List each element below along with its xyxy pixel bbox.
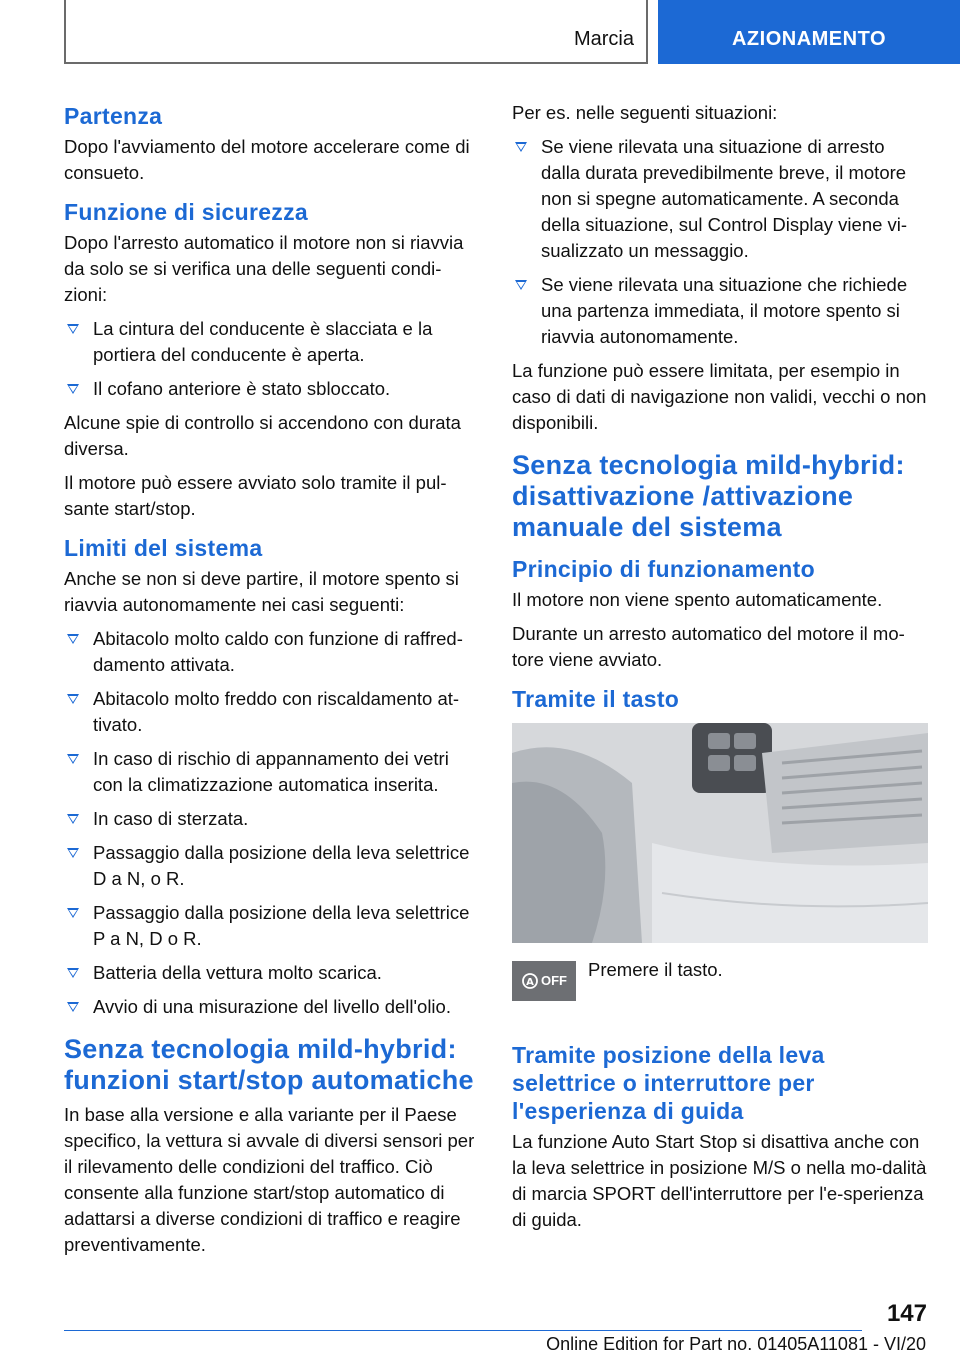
list-item <box>64 994 480 1020</box>
heading-manual-disable: Senza tecnologia mild-hybrid: disattivazione /attivazione manuale del sistema <box>512 450 905 542</box>
bullet-triangle-icon <box>67 848 79 858</box>
bullet-triangle-icon <box>515 142 527 152</box>
left-column <box>64 100 480 1266</box>
bullet-triangle-icon <box>67 814 79 824</box>
sicurezza-list <box>64 316 480 402</box>
off-icon-label: OFF <box>541 973 567 988</box>
paragraph-leva: La funzione Auto Start Stop si disattiva anche con la leva selettrice in posizione M/S o nella mo-dalità di marcia SPORT dell'interruttore per l'e-sperienza di guida. <box>512 1131 927 1230</box>
heading-limiti: Limiti del sistema <box>64 535 263 561</box>
footer-divider <box>64 1330 862 1331</box>
situations-list <box>512 134 928 350</box>
auto-start-stop-off-icon <box>512 961 576 1001</box>
paragraph-intro: Per es. nelle seguenti situazioni: <box>512 102 778 123</box>
auto-start-stop-symbol-icon <box>521 972 539 990</box>
bullet-triangle-icon <box>67 384 79 394</box>
paragraph-limitation: La funzione può essere limitata, per esempio in caso di dati di navigazione non validi, vecchi o non disponibili. <box>512 360 927 433</box>
heading-mild-hybrid-functions: Senza tecnologia mild-hybrid: funzioni start/stop automatiche <box>64 1034 474 1095</box>
header-chapter-title: AZIONAMENTO <box>731 28 886 50</box>
list-item <box>64 686 480 738</box>
bullet-triangle-icon <box>67 634 79 644</box>
bullet-triangle-icon <box>515 280 527 290</box>
footer-edition-text: Online Edition for Part no. 01405A11081 - VI/20 <box>546 1334 926 1354</box>
dashboard-illustration <box>512 723 928 943</box>
paragraph-partenza: Dopo l'avviamento del motore accelerare come di consueto. <box>64 136 470 183</box>
list-item-text: Avvio di una misurazione del livello dell'olio. <box>93 996 451 1017</box>
right-column <box>512 100 928 1241</box>
heading-partenza: Partenza <box>64 103 163 129</box>
svg-text:A: A <box>526 977 534 988</box>
list-item <box>64 806 480 832</box>
dashboard-button-photo <box>512 723 928 943</box>
list-item <box>64 376 480 402</box>
paragraph-sicurezza-note-2: Il motore può essere avviato solo tramite il pul-sante start/stop. <box>64 472 447 519</box>
paragraph-principio-2: Durante un arresto automatico del motore il mo-tore viene avviato. <box>512 623 905 670</box>
limiti-list <box>64 626 480 1020</box>
bullet-triangle-icon <box>67 694 79 704</box>
header-section-title: Marcia <box>573 28 634 50</box>
list-item <box>64 316 480 368</box>
page-number: 147 <box>886 1300 927 1327</box>
header-section-box <box>64 0 648 64</box>
button-instruction-text: Premere il tasto. <box>588 959 723 980</box>
header-chapter-tab <box>658 0 960 64</box>
paragraph-sicurezza: Dopo l'arresto automatico il motore non si riavvia da solo se si verifica una delle seguenti condi-zioni: <box>64 232 464 305</box>
bullet-triangle-icon <box>67 968 79 978</box>
list-item-text: Batteria della vettura molto scarica. <box>93 962 382 983</box>
bullet-triangle-icon <box>67 1002 79 1012</box>
list-item <box>64 960 480 986</box>
list-item <box>512 134 928 264</box>
paragraph-limiti: Anche se non si deve partire, il motore spento si riavvia autonomamente nei casi seguenti: <box>64 568 459 615</box>
list-item-text: Passaggio dalla posizione della leva selettrice P a N, D o R. <box>93 902 470 949</box>
button-instruction-row <box>512 957 928 1027</box>
paragraph-mild-hybrid: In base alla versione e alla variante per il Paese specifico, la vettura si avvale di diversi sensori per il rilevamento delle condizioni del traffico. Ciò consente alla funzione start/stop automatico di adattarsi a diverse condizioni di traffico e reagire preventivamente. <box>64 1104 475 1255</box>
list-item <box>64 900 480 952</box>
list-item <box>64 746 480 798</box>
list-item-text: In caso di sterzata. <box>93 808 249 829</box>
heading-tasto: Tramite il tasto <box>512 686 680 712</box>
bullet-triangle-icon <box>67 754 79 764</box>
list-item-text: Il cofano anteriore è stato sbloccato. <box>93 378 391 399</box>
list-item-text: Passaggio dalla posizione della leva selettrice D a N, o R. <box>93 842 470 889</box>
list-item-text: Abitacolo molto caldo con funzione di raffred-damento attivata. <box>93 628 463 675</box>
list-item-text: Abitacolo molto freddo con riscaldamento at-tivato. <box>93 688 460 735</box>
list-item <box>64 626 480 678</box>
heading-principio: Principio di funzionamento <box>512 556 815 582</box>
heading-leva: Tramite posizione della leva selettrice o interruttore per l'esperienza di guida <box>512 1042 825 1124</box>
list-item-text: Se viene rilevata una situazione che richiede una partenza immediata, il motore spento si riavvia autonomamente. <box>541 274 908 347</box>
list-item <box>512 272 928 350</box>
bullet-triangle-icon <box>67 908 79 918</box>
list-item-text: La cintura del conducente è slacciata e la portiera del conducente è aperta. <box>93 318 433 365</box>
paragraph-principio-1: Il motore non viene spento automaticamente. <box>512 589 883 610</box>
list-item <box>64 840 480 892</box>
heading-sicurezza: Funzione di sicurezza <box>64 199 309 225</box>
list-item-text: In caso di rischio di appannamento dei vetri con la climatizzazione automatica inserita. <box>93 748 449 795</box>
bullet-triangle-icon <box>67 324 79 334</box>
list-item-text: Se viene rilevata una situazione di arresto dalla durata prevedibilmente breve, il motore non si spegne automaticamente. A seconda della situazione, sul Control Display viene vi-sualizzato un messaggio. <box>541 136 908 261</box>
paragraph-sicurezza-note-1: Alcune spie di controllo si accendono con durata diversa. <box>64 412 461 459</box>
